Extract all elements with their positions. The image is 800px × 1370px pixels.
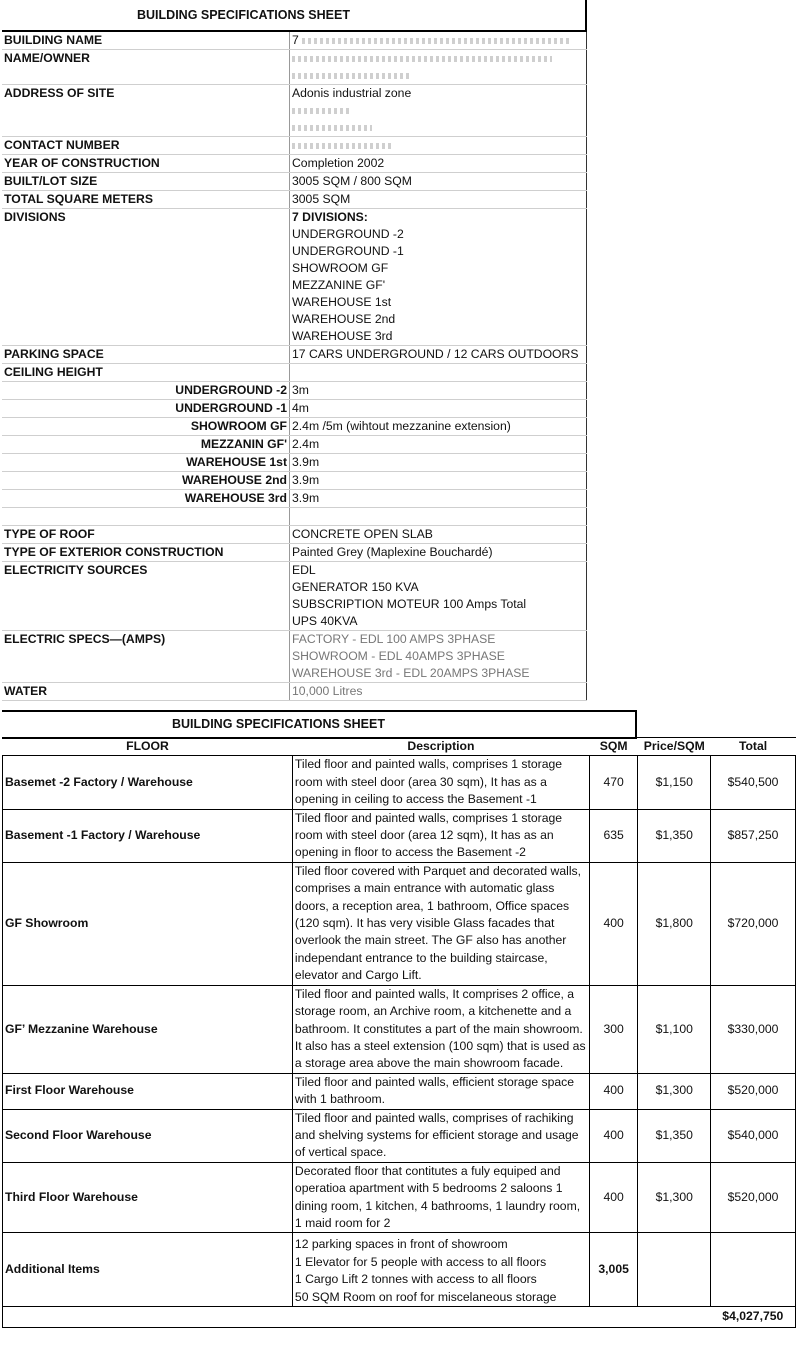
spec-label: WATER [2, 683, 290, 701]
blank-row [2, 508, 586, 526]
spec-row-contact [2, 137, 586, 155]
ceiling-floor: WAREHOUSE 3rd [2, 490, 290, 508]
row-total: $540,500 [711, 756, 796, 809]
row-sqm: 3,005 [589, 1233, 637, 1307]
division-item: WAREHOUSE 2nd [292, 312, 396, 326]
row-floor: Third Floor Warehouse [3, 1162, 293, 1233]
redacted-mark [292, 73, 412, 79]
sheet-title-row [2, 0, 586, 31]
pricing-row [3, 1109, 796, 1162]
spec-row-exterior [2, 544, 586, 562]
ceiling-row [2, 490, 586, 508]
row-description: Tiled floor and painted walls, efficient storage space with 1 bathroom. [292, 1073, 589, 1109]
row-floor: GF Showroom [3, 862, 293, 985]
electricity-source: UPS 40KVA [292, 614, 358, 628]
row-description: Tiled floor and painted walls, comprises of rachiking and shelving systems for efficient storage and usage of vertical space. [292, 1109, 589, 1162]
spec-value: 3005 SQM / 800 SQM [290, 173, 587, 191]
redacted-mark [302, 38, 572, 44]
spec-label: CONTACT NUMBER [2, 137, 290, 155]
division-item: UNDERGROUND -2 [292, 227, 404, 241]
header-description: Description [292, 738, 589, 756]
pricing-header-row [3, 738, 796, 756]
sheet-title: BUILDING SPECIFICATIONS SHEET [137, 7, 350, 22]
ceiling-height: 3.9m [290, 490, 587, 508]
spec-row-owner [2, 50, 586, 85]
ceiling-floor: MEZZANIN GF' [2, 436, 290, 454]
row-floor: Second Floor Warehouse [3, 1109, 293, 1162]
spec-row-divisions [2, 209, 586, 346]
spec-row-electricity [2, 562, 586, 631]
spec-label: CEILING HEIGHT [2, 364, 290, 382]
spec-label: BUILDING NAME [2, 31, 290, 50]
ceiling-floor: UNDERGROUND -2 [2, 382, 290, 400]
ceiling-height: 3.9m [290, 454, 587, 472]
spec-label: BUILT/LOT SIZE [2, 173, 290, 191]
redacted-mark [292, 143, 392, 149]
spec-value: Completion 2002 [290, 155, 587, 173]
row-floor: Basemet -2 Factory / Warehouse [3, 756, 293, 809]
spec-label: YEAR OF CONSTRUCTION [2, 155, 290, 173]
spec-value: 3005 SQM [290, 191, 587, 209]
division-item: WAREHOUSE 3rd [292, 329, 393, 343]
row-price: $1,300 [638, 1073, 711, 1109]
row-floor: First Floor Warehouse [3, 1073, 293, 1109]
spec-value: 17 CARS UNDERGROUND / 12 CARS OUTDOORS [290, 346, 587, 364]
spec-value: 7 [292, 33, 299, 47]
row-price: $1,150 [638, 756, 711, 809]
row-total: $857,250 [711, 809, 796, 862]
ceiling-row [2, 400, 586, 418]
row-description: Tiled floor and painted walls, It comprises 2 office, a storage room, an Archive room, a kitchenette and a bathroom. It constitutes a part of the main showroom. It also has a steel extension (100 sqm) that is used as a storage area above the main showroom facade. [292, 985, 589, 1073]
pricing-row [3, 862, 796, 985]
spec-row-address [2, 85, 586, 137]
header-total: Total [711, 738, 796, 756]
additional-items-row [3, 1233, 796, 1307]
row-sqm: 400 [589, 1109, 637, 1162]
row-floor: GF’ Mezzanine Warehouse [3, 985, 293, 1073]
electric-spec: FACTORY - EDL 100 AMPS 3PHASE [292, 632, 496, 646]
ceiling-row [2, 382, 586, 400]
spec-label: NAME/OWNER [2, 50, 290, 85]
ceiling-row [2, 472, 586, 490]
ceiling-floor: WAREHOUSE 2nd [2, 472, 290, 490]
spec-value: 7 DIVISIONS: [292, 210, 368, 224]
row-description: Decorated floor that contitutes a fuly equiped and operatioa apartment with 5 bedrooms 2 saloons 1 dining room, 1 kitchen, 4 bathrooms, 1 laundry room, 1 maid room for 2 [292, 1162, 589, 1233]
additional-item: 1 Cargo Lift 2 tonnes with access to all floors [294, 1272, 537, 1287]
redacted-mark [292, 125, 372, 131]
spec-label: TYPE OF EXTERIOR CONSTRUCTION [2, 544, 290, 562]
header-floor: FLOOR [3, 738, 293, 756]
spec-row-parking [2, 346, 586, 364]
floor-pricing-table [2, 737, 796, 1328]
row-price: $1,800 [638, 862, 711, 985]
row-description: Tiled floor covered with Parquet and decorated walls, comprises a main entrance with automatic glass doors, a reception area, 1 bathroom, Office spaces (120 sqm). It has very visible Glass facades that overlook the main street. The GF also has another independant entrance to the building staircase, elevator and Cargo Lift. [292, 862, 589, 985]
sheet-title-2-text: BUILDING SPECIFICATIONS SHEET [172, 717, 385, 731]
ceiling-floor: WAREHOUSE 1st [2, 454, 290, 472]
spec-value: Adonis industrial zone [292, 86, 412, 100]
ceiling-height: 2.4m [290, 436, 587, 454]
ceiling-height: 4m [290, 400, 587, 418]
building-spec-table [2, 0, 587, 701]
row-sqm: 470 [589, 756, 637, 809]
pricing-row [3, 985, 796, 1073]
ceiling-floor: UNDERGROUND -1 [2, 400, 290, 418]
spec-value: Painted Grey (Maplexine Bouchardé) [290, 544, 587, 562]
division-item: MEZZANINE GF' [292, 278, 386, 292]
row-total: $520,000 [711, 1073, 796, 1109]
row-floor: Basement -1 Factory / Warehouse [3, 809, 293, 862]
row-total: $540,000 [711, 1109, 796, 1162]
pricing-row [3, 809, 796, 862]
row-sqm: 400 [589, 1162, 637, 1233]
grand-total: $4,027,750 [711, 1307, 796, 1328]
electric-spec: SHOWROOM - EDL 40AMPS 3PHASE [292, 649, 505, 663]
spec-label: ELECTRIC SPECS—(AMPS) [2, 631, 290, 683]
spec-row-ceiling [2, 364, 586, 382]
spec-label: PARKING SPACE [2, 346, 290, 364]
row-total: $520,000 [711, 1162, 796, 1233]
electricity-source: GENERATOR 150 KVA [292, 580, 419, 594]
row-price: $1,350 [638, 809, 711, 862]
pricing-row [3, 756, 796, 809]
spec-row-size [2, 173, 586, 191]
spec-label: TOTAL SQUARE METERS [2, 191, 290, 209]
row-sqm: 300 [589, 985, 637, 1073]
spec-label: ELECTRICITY SOURCES [2, 562, 290, 631]
additional-item: 12 parking spaces in front of showroom [294, 1237, 508, 1252]
spec-value: 10,000 Litres [290, 683, 587, 701]
row-description: Tiled floor and painted walls, comprises 1 storage room with steel door (area 12 sqm), It has as an opening in floor to access the Basement -2 [292, 809, 589, 862]
row-price: $1,350 [638, 1109, 711, 1162]
row-sqm: 400 [589, 1073, 637, 1109]
ceiling-row [2, 418, 586, 436]
pricing-row [3, 1162, 796, 1233]
spec-label: ADDRESS OF SITE [2, 85, 290, 137]
ceiling-floor: SHOWROOM GF [2, 418, 290, 436]
sheet-title-2 [2, 710, 637, 739]
division-item: SHOWROOM GF [292, 261, 389, 275]
spec-label: DIVISIONS [2, 209, 290, 346]
electric-spec: WAREHOUSE 3rd - EDL 20AMPS 3PHASE [292, 666, 530, 680]
electricity-source: SUBSCRIPTION MOTEUR 100 Amps Total [292, 597, 527, 611]
ceiling-row [2, 454, 586, 472]
grand-total-row [3, 1307, 796, 1328]
additional-item: 50 SQM Room on roof for miscelaneous storage [294, 1289, 557, 1304]
electricity-source: EDL [292, 563, 316, 577]
row-total: $330,000 [711, 985, 796, 1073]
row-description: Tiled floor and painted walls, comprises 1 storage room with steel door (area 30 sqm), It has as a opening in ceiling to access the Basement -1 [292, 756, 589, 809]
redacted-mark [292, 56, 552, 62]
spec-row-building-name [2, 31, 586, 50]
row-floor: Additional Items [3, 1233, 293, 1307]
row-price: $1,100 [638, 985, 711, 1073]
pricing-row [3, 1073, 796, 1109]
row-total: $720,000 [711, 862, 796, 985]
header-sqm: SQM [589, 738, 637, 756]
division-item: WAREHOUSE 1st [292, 295, 392, 309]
spec-label: TYPE OF ROOF [2, 526, 290, 544]
division-item: UNDERGROUND -1 [292, 244, 404, 258]
spec-row-total-sqm [2, 191, 586, 209]
spec-row-roof [2, 526, 586, 544]
redacted-mark [292, 108, 352, 114]
row-sqm: 635 [589, 809, 637, 862]
spec-value: CONCRETE OPEN SLAB [290, 526, 587, 544]
spec-row-water [2, 683, 586, 701]
ceiling-height: 3.9m [290, 472, 587, 490]
spec-row-year [2, 155, 586, 173]
ceiling-row [2, 436, 586, 454]
ceiling-height: 3m [290, 382, 587, 400]
ceiling-height: 2.4m /5m (wihtout mezzanine extension) [290, 418, 587, 436]
spec-row-electric-specs [2, 631, 586, 683]
additional-item: 1 Elevator for 5 people with access to all floors [294, 1254, 547, 1269]
row-price: $1,300 [638, 1162, 711, 1233]
row-sqm: 400 [589, 862, 637, 985]
header-price: Price/SQM [638, 738, 711, 756]
